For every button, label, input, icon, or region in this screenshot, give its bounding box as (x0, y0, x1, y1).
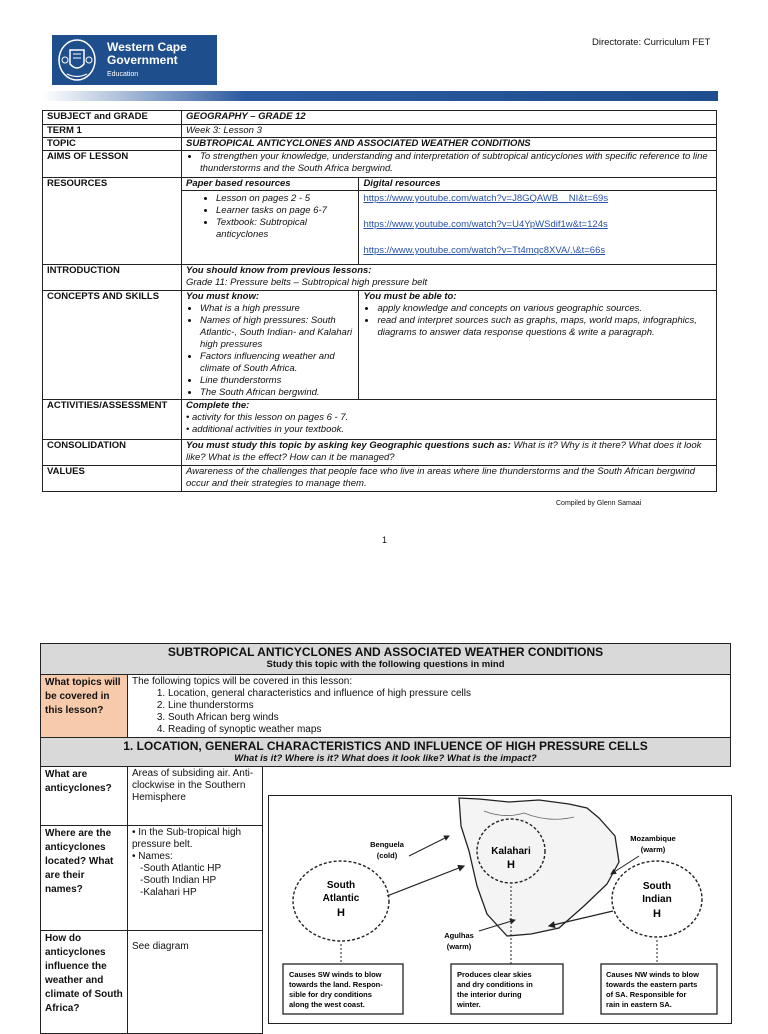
paper-item: • Textbook: Subtropical anticyclones (216, 217, 354, 241)
topics-intro: The following topics will be covered in this lesson: (132, 676, 353, 687)
directorate-label: Directorate: Curriculum FET (592, 37, 711, 48)
benguela-arrow (409, 836, 449, 856)
topic-item: 1. Location, general characteristics and influence of high pressure cells (168, 688, 726, 700)
header-rule (43, 91, 718, 101)
location-line-2: • Names: (132, 851, 173, 862)
topic-item: 2. Line thunderstorms (168, 700, 726, 712)
hp-name: -Kalahari HP (140, 887, 197, 898)
benguela-label: Benguela (370, 840, 404, 849)
able-to-cell (359, 291, 717, 400)
agulhas-sub: (warm) (446, 942, 472, 951)
section-title: SUBTROPICAL ANTICYCLONES AND ASSOCIATED WEATHER CONDITIONS (167, 645, 604, 659)
activities-value (182, 400, 717, 440)
video-link-2[interactable]: https://www.youtube.com/watch?v=U4YpWSdif1w&t=124s (363, 219, 608, 230)
must-know-header: You must know: (186, 291, 260, 302)
consolidation-bold: You must study this topic by asking key Geographic questions such as: (186, 440, 511, 451)
south-indian-label-1: South (642, 881, 672, 892)
mozambique-label: Mozambique (630, 834, 676, 843)
activities-label: ACTIVITIES/ASSESSMENT (43, 400, 182, 440)
hp-name: -South Indian HP (140, 875, 217, 886)
logo-line-1: Western Cape (107, 40, 187, 55)
topics-answer (128, 675, 731, 738)
intro-line-2: Grade 11: Pressure belts – Subtropical high pressure belt (186, 277, 428, 288)
hp-name: -South Atlantic HP (140, 863, 222, 874)
anticyclones-answer: Areas of subsiding air. Anti-clockwise in the Southern Hemisphere (128, 767, 263, 826)
digital-resources-header: Digital resources (359, 178, 717, 191)
aims-value (182, 151, 717, 178)
resources-label: RESOURCES (43, 178, 182, 265)
anticyclone-diagram (268, 795, 732, 1024)
paper-resources-list (182, 191, 359, 265)
must-know-item: • Names of high pressures: South Atlantic-, South Indian- and Kalahari high pressures (200, 315, 354, 351)
sw-wind-arrow (387, 866, 464, 896)
topic-item: 4. Reading of synoptic weather maps (168, 724, 726, 736)
intro-value (182, 265, 717, 291)
term-value: Week 3: Lesson 3 (182, 125, 717, 138)
video-link-3[interactable]: https://www.youtube.com/watch?v=Tt4mqc8XVA/.\&t=66s (363, 245, 606, 256)
box-mid-text: Produces clear skies and dry conditions in the interior during winter. (457, 970, 533, 1009)
anticyclones-question: What are anticyclones? (41, 767, 128, 826)
able-to-header: You must be able to: (363, 291, 457, 302)
agulhas-label: Agulhas (444, 931, 474, 940)
south-atlantic-h: H (337, 907, 345, 919)
box-left-text: Causes SW winds to blow towards the land. Respon- sible for dry conditions along the west coast. (289, 970, 383, 1009)
digital-resources-list (359, 191, 717, 265)
intro-line-1: You should know from previous lessons: (186, 265, 372, 276)
consolidation-rest: What is it? Why is it there? What does it look like? What is the effect? How can it be managed? (186, 440, 702, 463)
location-question: Where are the anticyclones located? What are their names? (41, 826, 128, 931)
able-to-item: • read and interpret sources such as graphs, maps, world maps, infographics, diagrams to answer data response questions & write a paragraph. (377, 315, 712, 339)
able-to-item: • apply knowledge and concepts on various geographic sources. (377, 303, 712, 315)
activities-header: Complete the: (186, 400, 250, 411)
must-know-item: • What is a high pressure (200, 303, 354, 315)
benguela-sub: (cold) (376, 851, 398, 860)
logo-line-2: Government (107, 52, 178, 67)
south-indian-label-2: Indian (642, 894, 672, 905)
coat-of-arms-icon (57, 38, 97, 82)
values-value: Awareness of the challenges that people face who live in areas where line thunderstorms and the South African bergwind occur and their strategies to manage them. (182, 466, 717, 492)
paper-item: • Lesson on pages 2 - 5 (216, 193, 354, 205)
section-header (41, 644, 731, 675)
influence-answer: See diagram (128, 931, 263, 1034)
topic-label: TOPIC (43, 138, 182, 151)
box-right-text: Causes NW winds to blow towards the eastern parts of SA. Responsible for rain in eastern SA. (606, 970, 699, 1009)
must-know-item: • The South African bergwind. (200, 387, 354, 399)
must-know-item: • Line thunderstorms (200, 375, 354, 387)
location-answer (128, 826, 263, 931)
heading-1-sub: What is it? Where is it? What does it look like? What is the impact? (234, 753, 537, 764)
page-number: 1 (382, 535, 388, 545)
aims-item: • To strengthen your knowledge, understanding and interpretation of subtropical anticyclones with specific reference to line thunderstorms and the South Africa bergwind. (200, 151, 712, 175)
topic-value: SUBTROPICAL ANTICYCLONES AND ASSOCIATED WEATHER CONDITIONS (182, 138, 717, 151)
section-subtitle: Study this topic with the following questions in mind (266, 659, 505, 670)
term-label: TERM 1 (43, 125, 182, 138)
paper-resources-header: Paper based resources (182, 178, 359, 191)
topic-item: 3. South African berg winds (168, 712, 726, 724)
influence-question: How do anticyclones influence the weather and climate of South Africa? (41, 931, 128, 1034)
location-line-1: • In the Sub-tropical high pressure belt. (132, 827, 242, 850)
aims-label: AIMS OF LESSON (43, 151, 182, 178)
concepts-label: CONCEPTS AND SKILLS (43, 291, 182, 400)
video-link-1[interactable]: https://www.youtube.com/watch?v=J8GQAWB__NI&t=69s (363, 193, 609, 204)
south-atlantic-label-2: Atlantic (322, 893, 360, 904)
subject-label: SUBJECT and GRADE (43, 111, 182, 125)
paper-item: • Learner tasks on page 6-7 (216, 205, 354, 217)
western-cape-logo (52, 35, 217, 85)
heading-1-title: 1. LOCATION, GENERAL CHARACTERISTICS AND INFLUENCE OF HIGH PRESSURE CELLS (123, 739, 648, 753)
compiled-by: Compiled by Glenn Samaai (556, 500, 642, 507)
logo-line-3: Education (107, 71, 139, 79)
must-know-item: • Factors influencing weather and climate of South Africa. (200, 351, 354, 375)
kalahari-h: H (507, 859, 515, 871)
lesson-plan-table (42, 110, 717, 492)
heading-1 (41, 738, 731, 767)
intro-label: INTRODUCTION (43, 265, 182, 291)
values-label: VALUES (43, 466, 182, 492)
activities-item: • additional activities in your textbook. (186, 424, 345, 435)
mozambique-sub: (warm) (640, 845, 666, 854)
kalahari-label: Kalahari (491, 846, 531, 857)
consolidation-value (182, 440, 717, 466)
activities-item: • activity for this lesson on pages 6 - 7. (186, 412, 349, 423)
consolidation-label: CONSOLIDATION (43, 440, 182, 466)
south-atlantic-label-1: South (326, 880, 356, 891)
topics-question: What topics will be covered in this lesson? (41, 675, 128, 738)
south-indian-h: H (653, 908, 661, 920)
must-know-cell (182, 291, 359, 400)
subject-value: GEOGRAPHY – GRADE 12 (182, 111, 717, 125)
